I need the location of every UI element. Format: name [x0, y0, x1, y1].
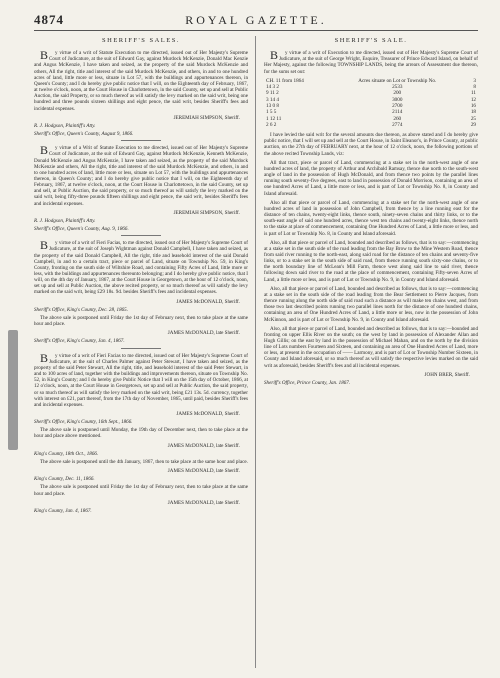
acres-cell: 2700	[392, 102, 403, 109]
notice-office: Sheriff's Office, King's County, Dec. 28, 1865.	[34, 306, 129, 313]
page-edge-tab	[8, 330, 18, 450]
lot-cell: 8	[473, 84, 476, 91]
table-row	[264, 122, 478, 128]
notice-signature: JEREMIAH SIMPSON, Sheriff.	[173, 114, 240, 121]
page-header	[34, 12, 478, 28]
notice-signature: JAMES McDONALD, late Sheriff.	[167, 442, 240, 449]
parcel-description: Also, all that piece or parcel of Land, bounded and described as follows, that is to say:—commencing at a stake set in the south side of the road leading from the Bay Brow to the Mine Western Road, thence from said river running to the north-east, along said road for the distance of ten chains and seventy-five links, or to a stake set in the south side of said road, from thence running south sixty-one chains, or to the north boundary line of McLean's Mill Farm, thence west along said line to said river, thence following down said river to the road at the place of commencement, containing Fifty-seven Acres of Land, a little more or less, and is part of Lot or Township No. 9, in County and Island aforesaid.	[264, 239, 478, 283]
notice-2	[34, 145, 248, 232]
left-heading: SHERIFF'S SALES.	[102, 38, 180, 44]
separator	[121, 140, 161, 141]
column-divider	[255, 36, 256, 668]
parcel-description: Also all that piece or parcel of Land, commencing at a stake set for the north-west angle of one hundred acres of land in possession of John Campbell, from thence by a line running east for the distance of ten chains, twenty-eight links, thence south, ninety-seven chains and thirty links, or to the south-east angle of said one hundred acres, thence west ten chains and twenty-eight links, thence north to the stake at place of commencement, containing One Hundred Acres of Land, a little more or less, and is part of Lot or Township No. 8, in County and Island aforesaid.	[264, 199, 478, 237]
notice-signature: JEREMIAH SIMPSON, Sheriff.	[173, 209, 240, 216]
amount-cell: 3 14 4	[266, 96, 279, 103]
header-rule	[34, 30, 478, 31]
amount-cell: 13 0 8	[266, 102, 279, 109]
notice-office: King's County, Dec. 11, 1866.	[34, 476, 95, 483]
notice-office: Sheriff's Office, Queen's County, August 9, 1866.	[34, 131, 134, 138]
right-heading: SHERIFF'S SALE.	[334, 38, 408, 44]
notice-signature: JAMES McDONALD, Sheriff.	[176, 410, 240, 417]
lot-cell: 25	[470, 115, 476, 122]
amount-cell: CH. 11 from 1864	[266, 77, 304, 84]
notice-signature: JAMES McDONALD, late Sheriff.	[167, 468, 240, 475]
gazette-page	[8, 0, 492, 678]
notice-signature: JAMES McDONALD, late Sheriff.	[167, 499, 240, 506]
page-number: 4874	[34, 12, 64, 27]
notice-office: King's County, 18th Oct., 1866.	[34, 450, 99, 457]
notice-signature: JOHN BRER, Sheriff.	[424, 371, 470, 378]
separator	[121, 235, 161, 236]
notice-attorney: R. J. Hodgson, Plaintiff's Atty.	[34, 122, 96, 129]
acres-cell: 2774	[392, 121, 403, 128]
right-column	[264, 38, 478, 670]
notice-4	[34, 350, 248, 514]
acres-cell: 2114	[392, 109, 403, 116]
notice-signature: JAMES McDONALD, late Sheriff.	[167, 330, 240, 337]
amount-cell: 1 5 5	[266, 109, 277, 116]
parcel-description: Also, all that piece or parcel of Land, bounded and described as follows, that is to say:—commencing at a stake set in the south side of the road leading from the Bear Settlement to Pierre Jacques, from thence running along the north side of said road such a distance as will make ten chains west, and from those two last described points running two parallel lines north for the distance of one hundred chains, containing an area of One Hundred Acres of Land, a little more or less, now in the possession of John McKinnon, and is part of Lot or Township No. 9, in County and Island aforesaid.	[264, 285, 478, 323]
notice-text: By virtue of a writ of Statute Execution to me directed, issued out of Her Majesty's Supreme Court of Judicature, at the suit of Edward Gay, against Murdock McKenzie, Donald Mac Kenzie and Angus McKenzie, I have taken and seized, as the property of the said Murdock McKenzie and others, All the right, title and interest of the said Murdock McKenzie, and others, in and to one hundred acres of land, little more or less, situate in Lot 57, with the buildings and appurtenances thereon, in Queen's County; and I do hereby give public notice that I will, on the Eighteenth day of February, 1867, at twelve o'clock, noon, at the Court House in Charlottetown, in the said County, set up and sell at Public Auction, the said Property, or so much thereof as will satisfy the levy marked on the said writ, being one hundred and three pounds sixteen shillings and eight pence, the said writ, besides Sheriff's fees and incidental expenses.	[34, 48, 248, 112]
acres-cell: 3000	[392, 96, 403, 103]
lot-cell: 18	[470, 109, 476, 116]
acres-cell: 200	[393, 90, 402, 97]
levy-paragraph: I have levied the said writ for the several amounts due thereon, as above stated and I do hereby give public notice, that I will set up and sell at the Court House, in Saint Eleanor's, in Prince County, at public auction, on the 27th day of FEBRUARY next, at the hour of 12 o'clock, noon, the following portions of the above recited Township Lands, viz:	[264, 132, 478, 157]
left-column	[34, 38, 248, 670]
separator	[121, 348, 161, 349]
postponement-note: The above sale is postponed until Friday the 1st day of February next, then to take place at the same hour and place.	[34, 484, 248, 497]
notice-office: Sheriff's Office, Prince County, Jan. 1867.	[264, 379, 351, 386]
amount-cell: 14 3 2	[266, 84, 279, 91]
notice-office: Sheriff's Office, Queen's County, Aug. 9, 1866.	[34, 226, 129, 233]
postponement-note: The above sale is postponed until Friday the 1st day of February next, then to take place at the same hour and place.	[34, 314, 248, 328]
lot-cell: 12	[470, 96, 476, 103]
notice-text: By virtue of a writ of Fieri Facias, to me directed, issued out of Her Majesty's Supreme Court of Judicature, at the suit of Joseph Wightman against Donald Campbell, I have taken and seized, as the property of the said Donald Campbell, All the right, title and leasehold interest of the said Donald Campbell, in and to a certain tract, piece or parcel of Land, situate on Township No. 59, in King's County, fronting on the south side of Wiltshire Road, and containing Fifty Acres of Land, little more or less, with the buildings and appurtenances thereunto belonging; and I do hereby give public notice, that I will, on the 4th day of January, 1867, at the Court House in Georgetown, at the hour of 12 o'clock, noon, set up and sell at Public Auction, the above recited property, or so much thereof as will satisfy the levy marked on the said writ, being £29 18s. 9d. besides Sheriff's fees and incidental expenses.	[34, 238, 248, 296]
acres-cell: Acres situate on Lot or Township No.	[358, 77, 437, 84]
notice-signature: JAMES McDONALD, Sheriff.	[176, 298, 240, 305]
notice-office: King's County, Jan. 4, 1867.	[34, 507, 92, 514]
notice-attorney: R. J. Hodgson, Plaintiff's Atty.	[34, 217, 96, 224]
notice-1	[34, 50, 248, 137]
acres-cell: 260	[393, 115, 402, 122]
publication-title: ROYAL GAZETTE.	[185, 13, 327, 27]
parcel-description: All that tract, piece or parcel of Land, commencing at a stake set in the north-west angle of one hundred acres of land, the property of Arthur and Archibald Ramsay, thence due north to the south-west angle of land in the possession of Hugh McDonald, and from thence two points by the parallel lines running south seventy-five degrees, east to land in possession of Donald Morrison, containing an area of one hundred Acres of Land, a little more or less, and is part of Lot or Township No. 8, in County and Island aforesaid.	[264, 159, 478, 197]
notice-3	[34, 240, 248, 344]
notice-intro: By virtue of a writ of Execution to me directed, issued out of Her Majesty's Supreme Court of Judicature, at the suit of George Wright, Esquire, Treasurer of Prince Edward Island, on behalf of Her Majesty, against the following TOWNSHIP LANDS, being the arrears of Assessment due thereon, for the sums set out:	[264, 48, 478, 75]
notice-office: Sheriff's Office, King's County, 16th Sept., 1866.	[34, 419, 133, 426]
amount-cell: 2 6 2	[266, 121, 277, 128]
postponement-note: The above sale is postponed until the 4th January, 1867, then to take place at the same hour and place.	[40, 458, 248, 465]
postponement-note: The above sale is postponed until Monday, the 19th day of December next, then to take place at the hour and place above mentioned.	[34, 427, 248, 440]
notice-office: Sheriff's Office, King's County, Jan. 4, 1867.	[34, 338, 125, 345]
notice-text: By virtue of a writ of Fieri Facias to me directed, issued out of Her Majesty's Supreme Court of Judicature, at the suit of Charles Palmer against Peter Stewart, I have taken and seized, as the property of the said Peter Stewart, All the right, title, and leasehold interest of the said Peter Stewart, in and to 100 acres of land, together with the buildings and improvements thereon, situate on Township No. 52, in King's County; and I do hereby give Public Notice that I will on the 15th day of October, 1866, at 12 o'clock, noon, at the Court House in Georgetown, set up and sell at Public Auction, the said property, or so much thereof as will satisfy the levy marked on the said writ, being £21 13s. 5d. currency, together with interest on £21, part thereof, from the 17th day of November, 1865, until paid, besides Sheriff's fees and incidental expenses.	[34, 350, 248, 408]
notice-text: By virtue of a Writ of Statute Execution to me directed, issued out of Her Majesty's Supreme Court of Judicature, at the suit of Edward Gay, against Murdock McKenzie, Kenneth McKenzie, Donald McKenzie and Angus McKenzie, I have taken and seized, as the property of the said Murdock McKenzie and others, All the right, title and interest of the said Murdock McKenzie, and others, in and to one hundred acres of land, little more or less, situate on Lot 57, with the buildings and appurtenances thereon, in Queen's County; and I do hereby give public notice that I will, on the Eighteenth day of February, 1867, at twelve o'clock, noon, at the Court House in Charlottetown, in the said County, set up and sell, at Public Auction, the said property, or so much thereof as will satisfy the levy marked on the said writ, being fifty-three pounds fifteen shillings and eight pence, the said writ, besides Sheriff's fees and incidental expenses.	[34, 143, 248, 207]
acres-cell: 2533	[392, 84, 403, 91]
amount-cell: 1 12 11	[266, 115, 282, 122]
parcel-description: Also, all that piece or parcel of Land, bounded and described as follows, that is to say:—bounded and fronting on upper Ellis River on the south; on the west by land in possession of Alexander Allan and Hugh Gillis; on the east by land in the possession of Michael Mahan, and on the north by the division line of Lots numbers Fourteen and Sixteen, and containing an area of One Hundred Acres of Land, more or less, at present in the occupation of —— Larmony, and is part of Lot or Township Number Sixteen, in County and Island aforesaid, or so much thereof as will satisfy the respective levies marked on the said writ as aforesaid, besides Sheriff's fees and all incidental expenses.	[264, 325, 478, 369]
lot-cell: 3	[473, 77, 476, 84]
lot-cell: 29	[470, 121, 476, 128]
lot-cell: 16	[470, 102, 476, 109]
lot-cell: 11	[471, 90, 476, 97]
arrears-table	[264, 78, 478, 128]
amount-cell: 9 11 2	[266, 90, 279, 97]
